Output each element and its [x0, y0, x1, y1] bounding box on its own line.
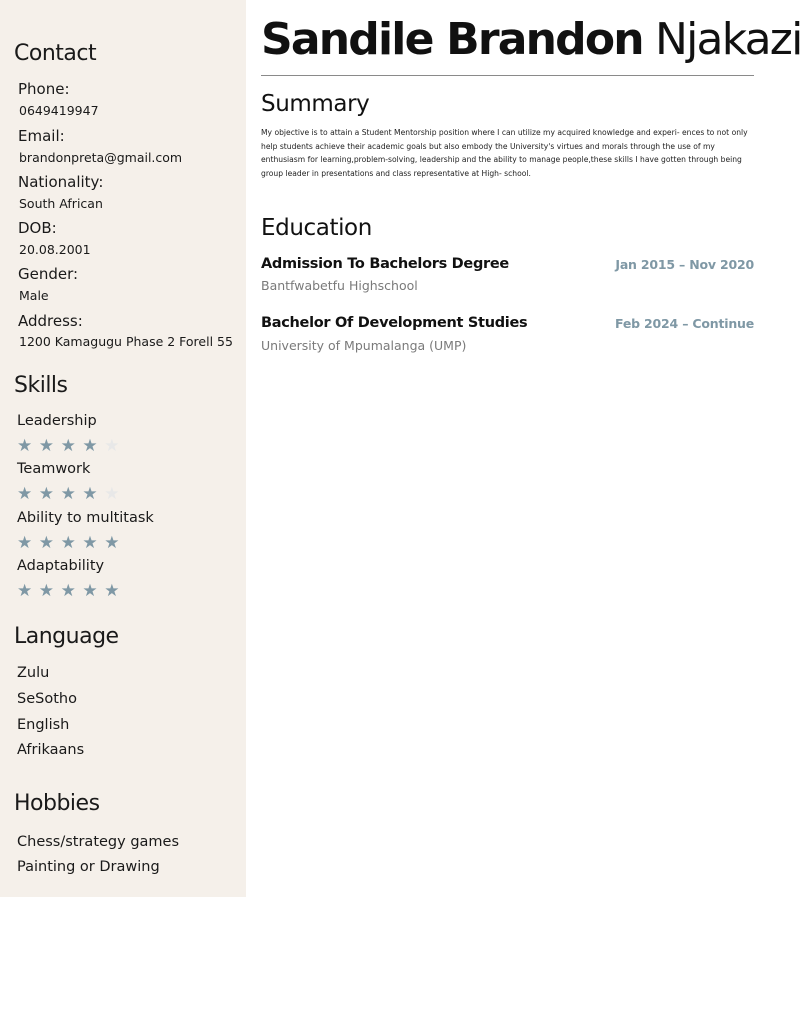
summary-heading: Summary — [261, 91, 370, 117]
address-value: 1200 Kamagugu Phase 2 Forell 55 — [19, 334, 233, 349]
skill-name: Teamwork — [17, 461, 91, 477]
star-icon: ★ — [17, 436, 33, 456]
dob-label: DOB: — [18, 219, 57, 237]
summary-text: My objective is to attain a Student Mentorship position where I can utilize my acquired knowledge and experi- ences to not only help students achieve their academic goals but also embody the University's virtues and morals through the use of my enthusiasm for learning,problem-solving, leadership and the ability to manage people,these skills I have gotten through being group leader in presentations and class representative at High- school. — [261, 128, 748, 178]
candidate-name — [261, 14, 802, 65]
skills-heading: Skills — [14, 373, 68, 398]
header-divider — [261, 75, 754, 76]
contact-heading: Contact — [14, 41, 97, 66]
nationality-label: Nationality: — [18, 173, 104, 191]
star-icon: ★ — [104, 533, 120, 553]
gender-value: Male — [19, 288, 49, 303]
language-item: Zulu — [17, 665, 50, 681]
language-item: English — [17, 717, 70, 733]
star-icon: ★ — [38, 533, 55, 553]
hobbies-heading: Hobbies — [14, 791, 100, 816]
gender-label: Gender: — [18, 265, 79, 283]
star-icon: ★ — [60, 581, 76, 601]
star-icon: ★ — [82, 484, 98, 504]
language-item: Afrikaans — [17, 742, 85, 758]
star-icon: ★ — [82, 533, 98, 553]
education-dates: Feb 2024 – Continue — [615, 316, 754, 331]
skill-name: Leadership — [17, 413, 97, 429]
education-dates: Jan 2015 – Nov 2020 — [615, 257, 754, 272]
phone-value: 0649419947 — [19, 103, 99, 118]
star-icon: ★ — [82, 436, 98, 456]
star-icon: ★ — [60, 533, 76, 553]
star-icon: ★ — [17, 533, 33, 553]
hobby-item: Chess/strategy games — [17, 834, 180, 850]
star-icon: ★ — [38, 484, 55, 504]
skill-name: Adaptability — [17, 558, 105, 574]
skill-rating — [17, 533, 126, 553]
star-icon: ★ — [38, 581, 55, 601]
language-item: SeSotho — [17, 691, 77, 707]
phone-label: Phone: — [18, 80, 70, 98]
nationality-value: South African — [19, 196, 103, 211]
education-heading: Education — [261, 215, 372, 241]
education-school: University of Mpumalanga (UMP) — [261, 338, 467, 353]
email-label: Email: — [18, 127, 65, 145]
skill-rating — [17, 484, 126, 504]
star-icon: ★ — [104, 436, 120, 456]
hobby-item: Painting or Drawing — [17, 859, 160, 875]
star-icon: ★ — [17, 484, 33, 504]
star-icon: ★ — [17, 581, 33, 601]
education-title: Admission To Bachelors Degree — [261, 256, 509, 272]
language-heading: Language — [14, 624, 119, 649]
email-value: brandonpreta@gmail.com — [19, 150, 183, 165]
last-name: Njakazi — [655, 14, 802, 65]
star-icon: ★ — [82, 581, 98, 601]
star-icon: ★ — [104, 484, 120, 504]
education-school: Bantfwabetfu Highschool — [261, 278, 418, 293]
dob-value: 20.08.2001 — [19, 242, 91, 257]
first-name: Sandile Brandon — [261, 14, 643, 65]
star-icon: ★ — [60, 484, 76, 504]
sidebar — [0, 0, 246, 897]
address-label: Address: — [18, 312, 83, 330]
star-icon: ★ — [38, 436, 55, 456]
skill-name: Ability to multitask — [17, 510, 154, 526]
star-icon: ★ — [60, 436, 76, 456]
star-icon: ★ — [104, 581, 120, 601]
skill-rating — [17, 581, 126, 601]
education-title: Bachelor Of Development Studies — [261, 315, 528, 331]
skill-rating — [17, 436, 126, 456]
